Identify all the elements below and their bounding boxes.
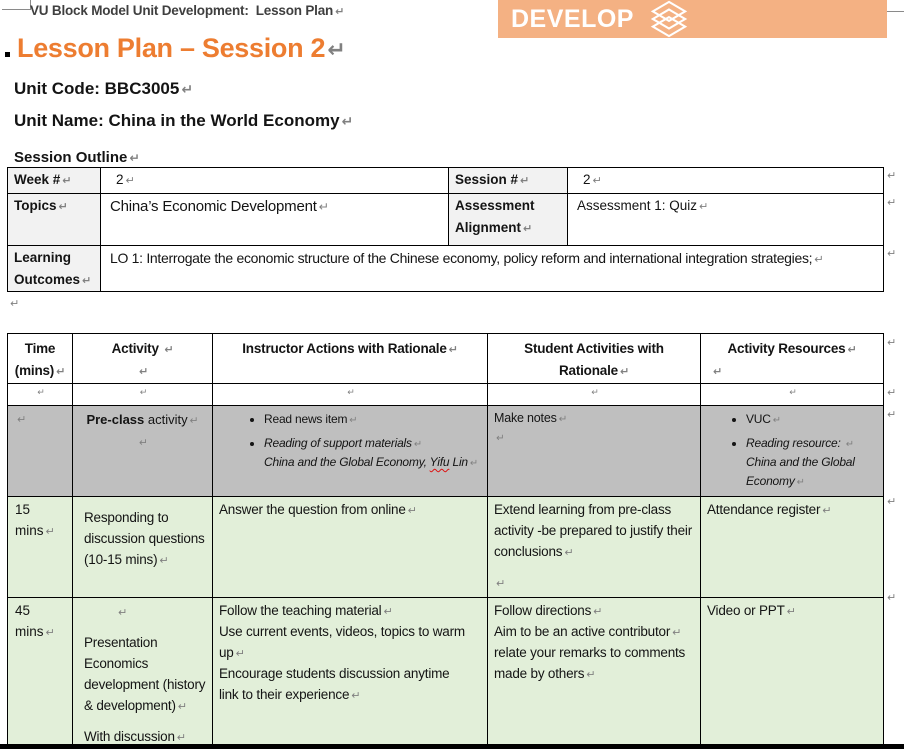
paragraph-mark-icon: ↵	[887, 196, 897, 209]
develop-banner-label: DEVELOP	[511, 4, 634, 33]
paragraph-mark-icon: ↵	[699, 200, 709, 213]
paragraph-mark-icon: ↵	[789, 388, 797, 398]
paragraph-mark-icon: ↵	[796, 476, 805, 488]
paragraph-mark-icon: ↵	[139, 388, 148, 398]
doc-header-title	[30, 3, 344, 18]
page-corner-mark	[886, 0, 904, 12]
empty-cell	[213, 384, 488, 406]
activity-row-15min	[8, 497, 884, 598]
paragraph-mark-icon: ↵	[672, 625, 682, 639]
empty-row	[8, 384, 884, 406]
paragraph-mark-icon: ↵	[586, 667, 596, 681]
layers-icon	[649, 0, 689, 38]
header-student-cell: Student Activities with Rationale ↵	[488, 334, 701, 384]
preclass-student-cell: Make notes ↵ ↵	[488, 406, 701, 497]
student-paragraph: Follow directions ↵	[494, 603, 603, 619]
paragraph-mark-icon: ↵	[592, 174, 602, 187]
list-item: • VUC ↵	[746, 410, 882, 429]
paragraph-mark-icon: ↵	[520, 174, 530, 187]
assessment-value-cell: Assessment 1: Quiz ↵	[568, 194, 884, 246]
list-item: • Read news item ↵	[264, 410, 486, 429]
spellcheck-word: Yifu	[429, 455, 450, 470]
paragraph-mark-icon: ↵	[37, 388, 45, 398]
activity-cell	[73, 598, 213, 749]
paragraph-mark-icon: ↵	[351, 688, 361, 702]
paragraph-mark-icon: ↵	[335, 5, 345, 18]
paragraph-mark-icon: ↵	[129, 151, 140, 165]
paragraph-mark-icon: ↵	[347, 388, 355, 398]
doc-header-title-text: VU Block Model Unit Development: Lesson Plan	[30, 3, 334, 18]
preclass-instructor-cell	[213, 406, 488, 497]
page-title	[17, 33, 345, 64]
paragraph-mark-icon: ↵	[125, 174, 135, 187]
paragraph-mark-icon: ↵	[159, 554, 169, 568]
paragraph-mark-icon: ↵	[786, 605, 796, 619]
activity-cell: Responding to discussion questions (10-15 mins) ↵	[73, 497, 213, 598]
paragraph-mark-icon: ↵	[62, 174, 72, 187]
activity-paragraph: Presentation Economics development (history & development) ↵	[84, 634, 206, 713]
student-paragraph: Aim to be an active contributor ↵	[494, 623, 682, 639]
activity-paragraph: With discussion ↵	[84, 728, 186, 744]
session-outline-heading-text: Session Outline	[14, 149, 128, 166]
paragraph-mark-icon: ↵	[887, 386, 897, 399]
instructor-cell: Answer the question from online ↵	[213, 497, 488, 598]
resources-cell: Video or PPT ↵	[701, 598, 884, 749]
paragraph-mark-icon: ↵	[558, 413, 568, 425]
paragraph-mark-icon: ↵	[469, 458, 478, 470]
paragraph-mark-icon: ↵	[10, 297, 20, 310]
paragraph-mark-icon: ↵	[56, 364, 66, 378]
paragraph-mark-icon: ↵	[593, 605, 603, 619]
list-item: • Reading of support materials ↵ China and the Global Economy, Yifu Lin ↵	[264, 434, 486, 472]
page-corner-mark	[2, 0, 31, 10]
empty-cell	[8, 384, 73, 406]
paragraph-mark-icon: ↵	[82, 273, 92, 287]
paragraph-mark-icon: ↵	[772, 415, 781, 426]
assessment-label-cell: Assessment Alignment ↵	[449, 194, 568, 246]
paragraph-mark-icon: ↵	[887, 336, 897, 349]
empty-cell	[488, 384, 701, 406]
topics-label-cell: Topics ↵	[8, 194, 101, 246]
paragraph-mark-icon: ↵	[523, 221, 533, 235]
week-value-cell: 2 ↵	[101, 168, 449, 194]
list-item-continuation: China and the Global Economy, Yifu Lin ↵	[264, 455, 478, 470]
instructor-paragraph: Follow the teaching material ↵	[219, 603, 393, 619]
preclass-row	[8, 406, 884, 497]
time-cell: 45 mins ↵	[8, 598, 73, 749]
paragraph-mark-icon: ↵	[887, 169, 897, 182]
paragraph-mark-icon: ↵	[619, 364, 630, 378]
paragraph-mark-icon: ↵	[448, 343, 458, 356]
paragraph-mark-icon: ↵	[591, 388, 599, 398]
paragraph-mark-icon: ↵	[814, 252, 824, 266]
paragraph-mark-icon: ↵	[164, 343, 174, 356]
heading-bullet-mark	[5, 52, 10, 57]
paragraph-mark-icon: ↵	[845, 438, 854, 450]
unit-name-text: Unit Name: China in the World Economy	[14, 111, 340, 130]
paragraph-mark-icon: ↵	[189, 414, 199, 427]
session-outline-heading	[14, 149, 140, 166]
page-title-text: Lesson Plan – Session 2	[17, 33, 326, 63]
paragraph-mark-icon: ↵	[45, 525, 55, 539]
resources-cell: Attendance register ↵	[701, 497, 884, 598]
paragraph-mark-icon: ↵	[847, 343, 857, 356]
paragraph-mark-icon: ↵	[383, 605, 393, 619]
session-label-cell: Session # ↵	[449, 168, 568, 194]
list-item-continuation: China and the Global Economy ↵	[746, 455, 855, 488]
paragraph-mark-icon: ↵	[318, 200, 329, 214]
paragraph-mark-icon: ↵	[887, 591, 897, 604]
student-cell: Extend learning from pre-class activity -be prepared to justify their conclusions ↵ ↵	[488, 497, 701, 598]
activity-plan-table	[7, 333, 884, 749]
empty-cell	[73, 384, 213, 406]
paragraph-mark-icon: ↵	[713, 364, 723, 378]
student-paragraph: relate your remarks to comments made by others ↵	[494, 644, 686, 681]
session-value-cell: 2 ↵	[568, 168, 884, 194]
paragraph-mark-icon: ↵	[564, 546, 574, 560]
paragraph-mark-icon: ↵	[58, 200, 68, 213]
unit-name-line	[14, 111, 353, 131]
instructor-paragraph: Encourage students discussion anytime link to their experience ↵	[219, 665, 450, 702]
session-outline-table	[7, 167, 884, 292]
outcomes-label-cell: Learning Outcomes ↵	[8, 246, 101, 292]
paragraph-mark-icon: ↵	[235, 646, 245, 660]
paragraph-mark-icon: ↵	[17, 413, 27, 426]
paragraph-mark-icon: ↵	[496, 577, 506, 591]
bullet-list	[702, 410, 882, 490]
paragraph-mark-icon: ↵	[407, 504, 417, 518]
header-time-cell: Time (mins) ↵	[8, 334, 73, 384]
paragraph-mark-icon: ↵	[45, 625, 55, 639]
header-resources-cell: Activity Resources ↵ ↵	[701, 334, 884, 384]
paragraph-mark-icon: ↵	[349, 415, 358, 426]
paragraph-mark-icon: ↵	[177, 699, 187, 713]
table-row	[8, 246, 884, 292]
paragraph-mark-icon: ↵	[341, 114, 354, 130]
activity-row-45min	[8, 598, 884, 749]
list-item: • Reading resource: ↵ China and the Global Economy ↵	[746, 434, 882, 491]
bullet-list	[214, 410, 486, 472]
paragraph-mark-icon: ↵	[138, 364, 149, 378]
time-cell: 15 mins ↵	[8, 497, 73, 598]
paragraph-mark-icon: ↵	[496, 432, 505, 445]
preclass-resources-cell	[701, 406, 884, 497]
outcomes-value-cell: LO 1: Interrogate the economic structure of the Chinese economy, policy reform and international integration strategies; ↵	[101, 246, 884, 292]
instructor-cell	[213, 598, 488, 749]
paragraph-mark-icon: ↵	[413, 438, 422, 450]
table-header-row	[8, 334, 884, 384]
table-row	[8, 168, 884, 194]
instructor-paragraph: Use current events, videos, topics to warm up ↵	[219, 623, 465, 660]
topics-value-cell: China’s Economic Development ↵	[101, 194, 449, 246]
student-cell	[488, 598, 701, 749]
preclass-activity-cell: Pre-class activity ↵ ↵	[73, 406, 213, 497]
paragraph-mark-icon: ↵	[887, 495, 897, 508]
bottom-edge-bar	[0, 744, 904, 749]
header-instructor-cell: Instructor Actions with Rationale ↵	[213, 334, 488, 384]
unit-code-line	[14, 79, 193, 99]
week-label-cell: Week # ↵	[8, 168, 101, 194]
unit-code-text: Unit Code: BBC3005	[14, 79, 180, 98]
paragraph-mark-icon: ↵	[887, 408, 897, 421]
paragraph-mark-icon: ↵	[176, 730, 186, 744]
header-activity-cell: Activity ↵ ↵	[73, 334, 213, 384]
table-row	[8, 194, 884, 246]
preclass-time-cell	[8, 406, 73, 497]
empty-cell	[701, 384, 884, 406]
paragraph-mark-icon: ↵	[327, 37, 346, 63]
paragraph-mark-icon: ↵	[822, 504, 832, 518]
paragraph-mark-icon: ↵	[118, 606, 128, 620]
develop-banner	[498, 0, 887, 38]
paragraph-mark-icon: ↵	[887, 247, 897, 260]
paragraph-mark-icon: ↵	[139, 436, 148, 450]
paragraph-mark-icon: ↵	[181, 82, 193, 98]
